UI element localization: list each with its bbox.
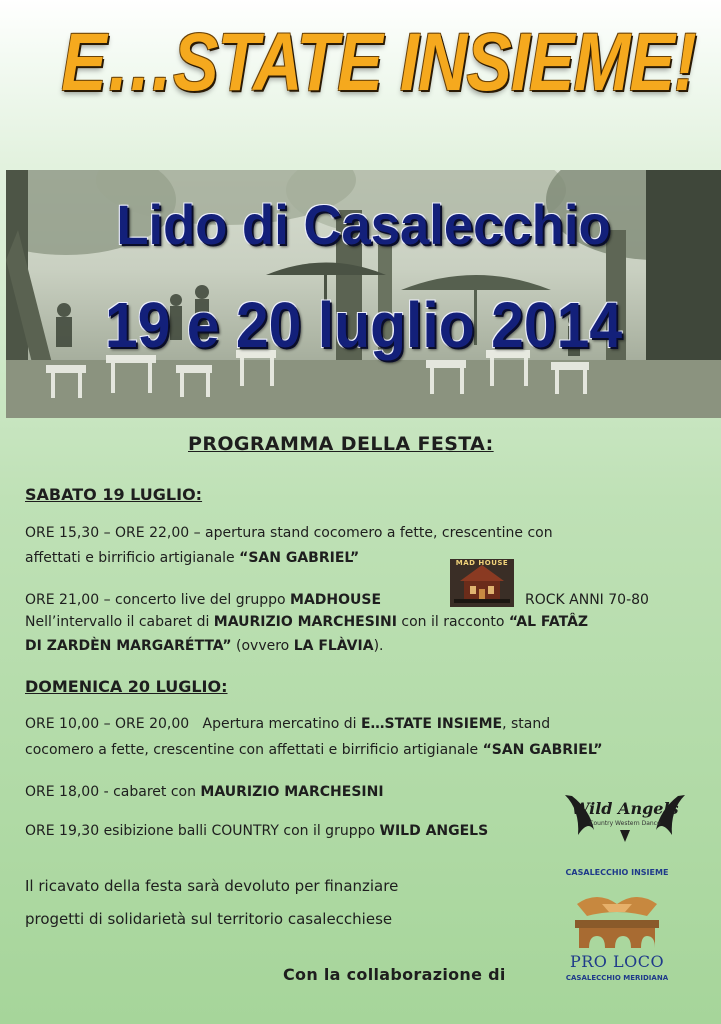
story-aka: (ovvero xyxy=(231,638,294,654)
sunday-brewery: “SAN GABRIEL” xyxy=(482,742,603,758)
story-end: ). xyxy=(373,638,384,654)
sunday-item-1-line-2 xyxy=(25,740,603,760)
sunday-item-1-text-2: , stand xyxy=(502,716,551,732)
sunday-item-1-text: ORE 10,00 – ORE 20,00 Apertura mercatino di xyxy=(25,716,361,732)
saturday-item-1-text-2: affettati e birrificio artigianale xyxy=(25,550,240,566)
story-title-part-2: DI ZARDÈN MARGARÉTTA” xyxy=(25,638,232,654)
saturday-item-2-text: ORE 21,00 – concerto live del gruppo xyxy=(25,592,291,608)
wild-angels-tagline: Country Western Dance xyxy=(589,820,661,827)
madhouse-logo-text: MAD HOUSE xyxy=(455,559,509,567)
saturday-item-2-line-2 xyxy=(25,612,588,632)
madhouse-band-name: MADHOUSE xyxy=(290,592,382,608)
rock-genre-label: ROCK ANNI 70-80 xyxy=(525,592,649,608)
saturday-item-1-text: ORE 15,30 – ORE 22,00 – apertura stand cocomero a fette, crescentine con xyxy=(25,525,553,541)
wild-angels-logo xyxy=(560,790,690,845)
wild-angels-name: WILD ANGELS xyxy=(379,823,489,839)
park-photo xyxy=(6,170,721,418)
story-title-part-1: “AL FATÂZ xyxy=(508,614,589,630)
sunday-cabaret-text: ORE 18,00 - cabaret con xyxy=(25,784,201,800)
proloco-bottom-text: CASALECCHIO MERIDIANA xyxy=(565,974,669,982)
dates-heading: 19 e 20 luglio 2014 xyxy=(104,289,623,361)
collaboration-label: Con la collaborazione di xyxy=(283,965,506,984)
proloco-name: PRO LOCO xyxy=(569,952,665,971)
performer-name: MAURIZIO MARCHESINI xyxy=(213,614,397,630)
event-title: E…STATE INSIEME! xyxy=(61,17,696,108)
location-heading: Lido di Casalecchio xyxy=(116,193,611,256)
proceeds-line-1: Il ricavato della festa sarà devoluto per finanziare xyxy=(25,877,399,895)
handshake-bridge-icon xyxy=(567,882,667,952)
saturday-heading: SABATO 19 LUGLIO: xyxy=(25,485,203,504)
market-name: E…STATE INSIEME xyxy=(360,716,503,732)
sunday-item-2 xyxy=(25,782,384,802)
program-heading: PROGRAMMA DELLA FESTA: xyxy=(188,433,494,455)
cabaret-intro: Nell’intervallo il cabaret di xyxy=(25,614,214,630)
sunday-performer: MAURIZIO MARCHESINI xyxy=(200,784,384,800)
saturday-item-2-line-3 xyxy=(25,636,384,656)
proloco-logo xyxy=(553,868,681,988)
saturday-item-1-brewery: “SAN GABRIEL” xyxy=(239,550,360,566)
country-dance-text: ORE 19,30 esibizione balli COUNTRY con il gruppo xyxy=(25,823,380,839)
sunday-heading: DOMENICA 20 LUGLIO: xyxy=(25,677,228,696)
proloco-top-text: CASALECCHIO INSIEME xyxy=(565,868,669,877)
saturday-item-2-line-1 xyxy=(25,590,381,610)
proceeds-line-2: progetti di solidarietà sul territorio casalecchiese xyxy=(25,910,393,928)
sunday-item-1-line-1 xyxy=(25,714,550,734)
story-alt-title: LA FLÀVIA xyxy=(293,638,374,654)
story-intro: con il racconto xyxy=(396,614,509,630)
madhouse-logo xyxy=(450,559,514,607)
wild-angels-logo-name: Wild Angels xyxy=(571,799,679,818)
sunday-item-1-text-3: cocomero a fette, crescentine con affettati e birrificio artigianale xyxy=(25,742,483,758)
sunday-item-3 xyxy=(25,821,488,841)
saturday-item-1-line-1 xyxy=(25,523,553,543)
saturday-item-1-line-2 xyxy=(25,548,359,568)
